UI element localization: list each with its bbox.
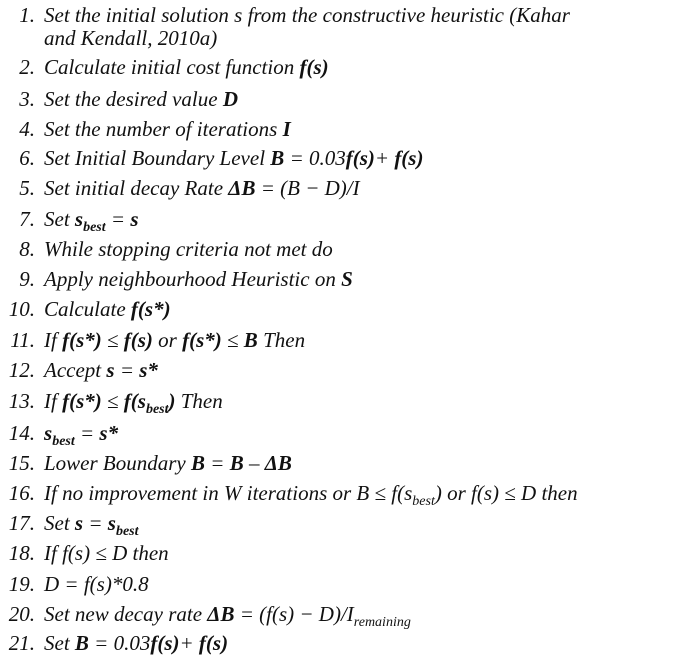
line-text: [44, 388, 223, 417]
text-part: Then: [257, 328, 306, 352]
line-number: 7.: [19, 207, 35, 231]
line-text: [44, 327, 305, 353]
line-number: 14.: [8, 421, 35, 445]
bold-part: I: [282, 117, 291, 141]
bold-part: ΔB: [228, 176, 256, 200]
line-number: 5.: [19, 176, 35, 200]
line-number: 13.: [8, 389, 35, 413]
text-part: Calculate initial cost function: [44, 55, 300, 79]
bold-part: s*: [99, 421, 119, 445]
math-part: (B − D)/I: [280, 176, 360, 200]
text-part: Set initial decay Rate: [44, 176, 229, 200]
subscript-part: best: [115, 524, 139, 539]
line-number: 15.: [8, 451, 35, 475]
bold-part: f(s*): [130, 297, 171, 321]
line-text: [44, 145, 423, 171]
bold-part: B: [229, 451, 244, 475]
text-part: Set: [44, 511, 75, 535]
line-text: [44, 266, 353, 292]
bold-part: B: [243, 328, 258, 352]
bold-part: ΔB: [264, 451, 292, 475]
text-part: ≤: [101, 328, 124, 352]
subscript-part: best: [145, 402, 169, 417]
line-text: [44, 54, 329, 80]
text-part: Accept: [44, 358, 107, 382]
bold-part: s: [74, 511, 84, 535]
text-part: = 0.03: [284, 146, 346, 170]
line-number: 21.: [8, 631, 35, 655]
line-text: If f(s) ≤ D then: [44, 541, 169, 565]
text-part: ) or f(s) ≤ D then: [434, 481, 578, 505]
line-text: [44, 630, 228, 656]
bold-part: S: [341, 267, 353, 291]
text-part: If: [44, 389, 63, 413]
subscript-part: remaining: [353, 615, 411, 630]
text-part: ≤: [101, 389, 124, 413]
bold-part: f(s*): [182, 328, 222, 352]
text-part: If no improvement in W iterations or B ≤ f(s: [44, 481, 413, 505]
bold-part: f(s*): [62, 328, 102, 352]
line-text: [44, 357, 158, 383]
text-part: +: [179, 631, 199, 655]
line-number: 19.: [8, 572, 35, 596]
bold-part: f(s): [198, 631, 229, 655]
line-text: While stopping criteria not met do: [44, 237, 333, 261]
line-text: [44, 116, 291, 142]
text-part: =: [74, 421, 100, 445]
line-text: D = f(s)*0.8: [44, 572, 149, 596]
line-text: [44, 175, 360, 201]
text-part: Lower Boundary: [44, 451, 191, 475]
line-number: 11.: [10, 328, 35, 352]
text-part: Set Initial Boundary Level: [44, 146, 271, 170]
bold-part: f(s): [150, 631, 180, 655]
text-part: Set new decay rate: [44, 602, 208, 626]
line-number: 4.: [19, 117, 35, 141]
line-number: 3.: [19, 87, 35, 111]
bold-part: s: [130, 207, 139, 231]
text-part: +: [374, 146, 395, 170]
line-number: 10.: [8, 297, 35, 321]
line-text-continued: and Kendall, 2010a): [44, 26, 218, 50]
bold-part: f(s): [394, 146, 424, 170]
bold-part: s: [74, 207, 84, 231]
subscript-part: best: [83, 220, 106, 235]
subscript-part: best: [52, 434, 75, 449]
bold-part: B: [74, 631, 89, 655]
line-text: Set the initial solution s from the constructive heuristic (Kahar: [44, 3, 570, 27]
text-part: =: [234, 602, 260, 626]
line-number: 2.: [19, 55, 35, 79]
text-part: Set the number of iterations: [44, 117, 283, 141]
bold-part: D: [222, 87, 238, 111]
text-part: =: [105, 207, 131, 231]
line-text: [44, 601, 411, 630]
line-number: 6.: [19, 146, 35, 170]
line-text: [44, 450, 292, 476]
line-number: 16.: [8, 481, 35, 505]
line-text: [44, 420, 119, 449]
line-number: 20.: [8, 602, 35, 626]
text-part: =: [205, 451, 230, 475]
line-number: 8.: [19, 237, 35, 261]
bold-part: s*: [139, 358, 158, 382]
bold-part: f(s): [299, 55, 329, 79]
bold-part: B: [270, 146, 285, 170]
line-number: 18.: [8, 541, 35, 565]
line-text: [44, 86, 238, 112]
bold-part: f(s*): [62, 389, 102, 413]
bold-part: B: [191, 451, 206, 475]
bold-part: f(s: [123, 389, 146, 413]
math-part: (f(s) − D)/I: [259, 602, 354, 626]
text-part: Then: [175, 389, 223, 413]
bold-part: ): [168, 389, 176, 413]
text-part: Calculate: [44, 297, 131, 321]
bold-part: f(s): [345, 146, 375, 170]
line-text: [44, 510, 139, 539]
text-part: If: [44, 328, 63, 352]
bold-part: s: [106, 358, 115, 382]
text-part: =: [83, 511, 108, 535]
line-number: 1.: [19, 3, 35, 27]
line-text: [44, 206, 139, 235]
text-part: = 0.03: [88, 631, 151, 655]
text-part: –: [243, 451, 265, 475]
bold-part: f(s): [123, 328, 153, 352]
text-part: ≤: [221, 328, 244, 352]
line-number: 17.: [8, 511, 35, 535]
text-part: =: [255, 176, 281, 200]
line-text: [44, 480, 578, 509]
line-number: 12.: [8, 358, 35, 382]
bold-part: s: [44, 421, 53, 445]
subscript-part: best: [412, 494, 435, 509]
bold-part: s: [107, 511, 116, 535]
text-part: Set the desired value: [44, 87, 223, 111]
text-part: or: [152, 328, 183, 352]
text-part: Apply neighbourhood Heuristic on: [44, 267, 342, 291]
text-part: Set: [44, 207, 75, 231]
line-number: 9.: [19, 267, 35, 291]
text-part: Set: [44, 631, 75, 655]
text-part: =: [114, 358, 140, 382]
bold-part: ΔB: [207, 602, 235, 626]
line-text: [44, 296, 171, 322]
